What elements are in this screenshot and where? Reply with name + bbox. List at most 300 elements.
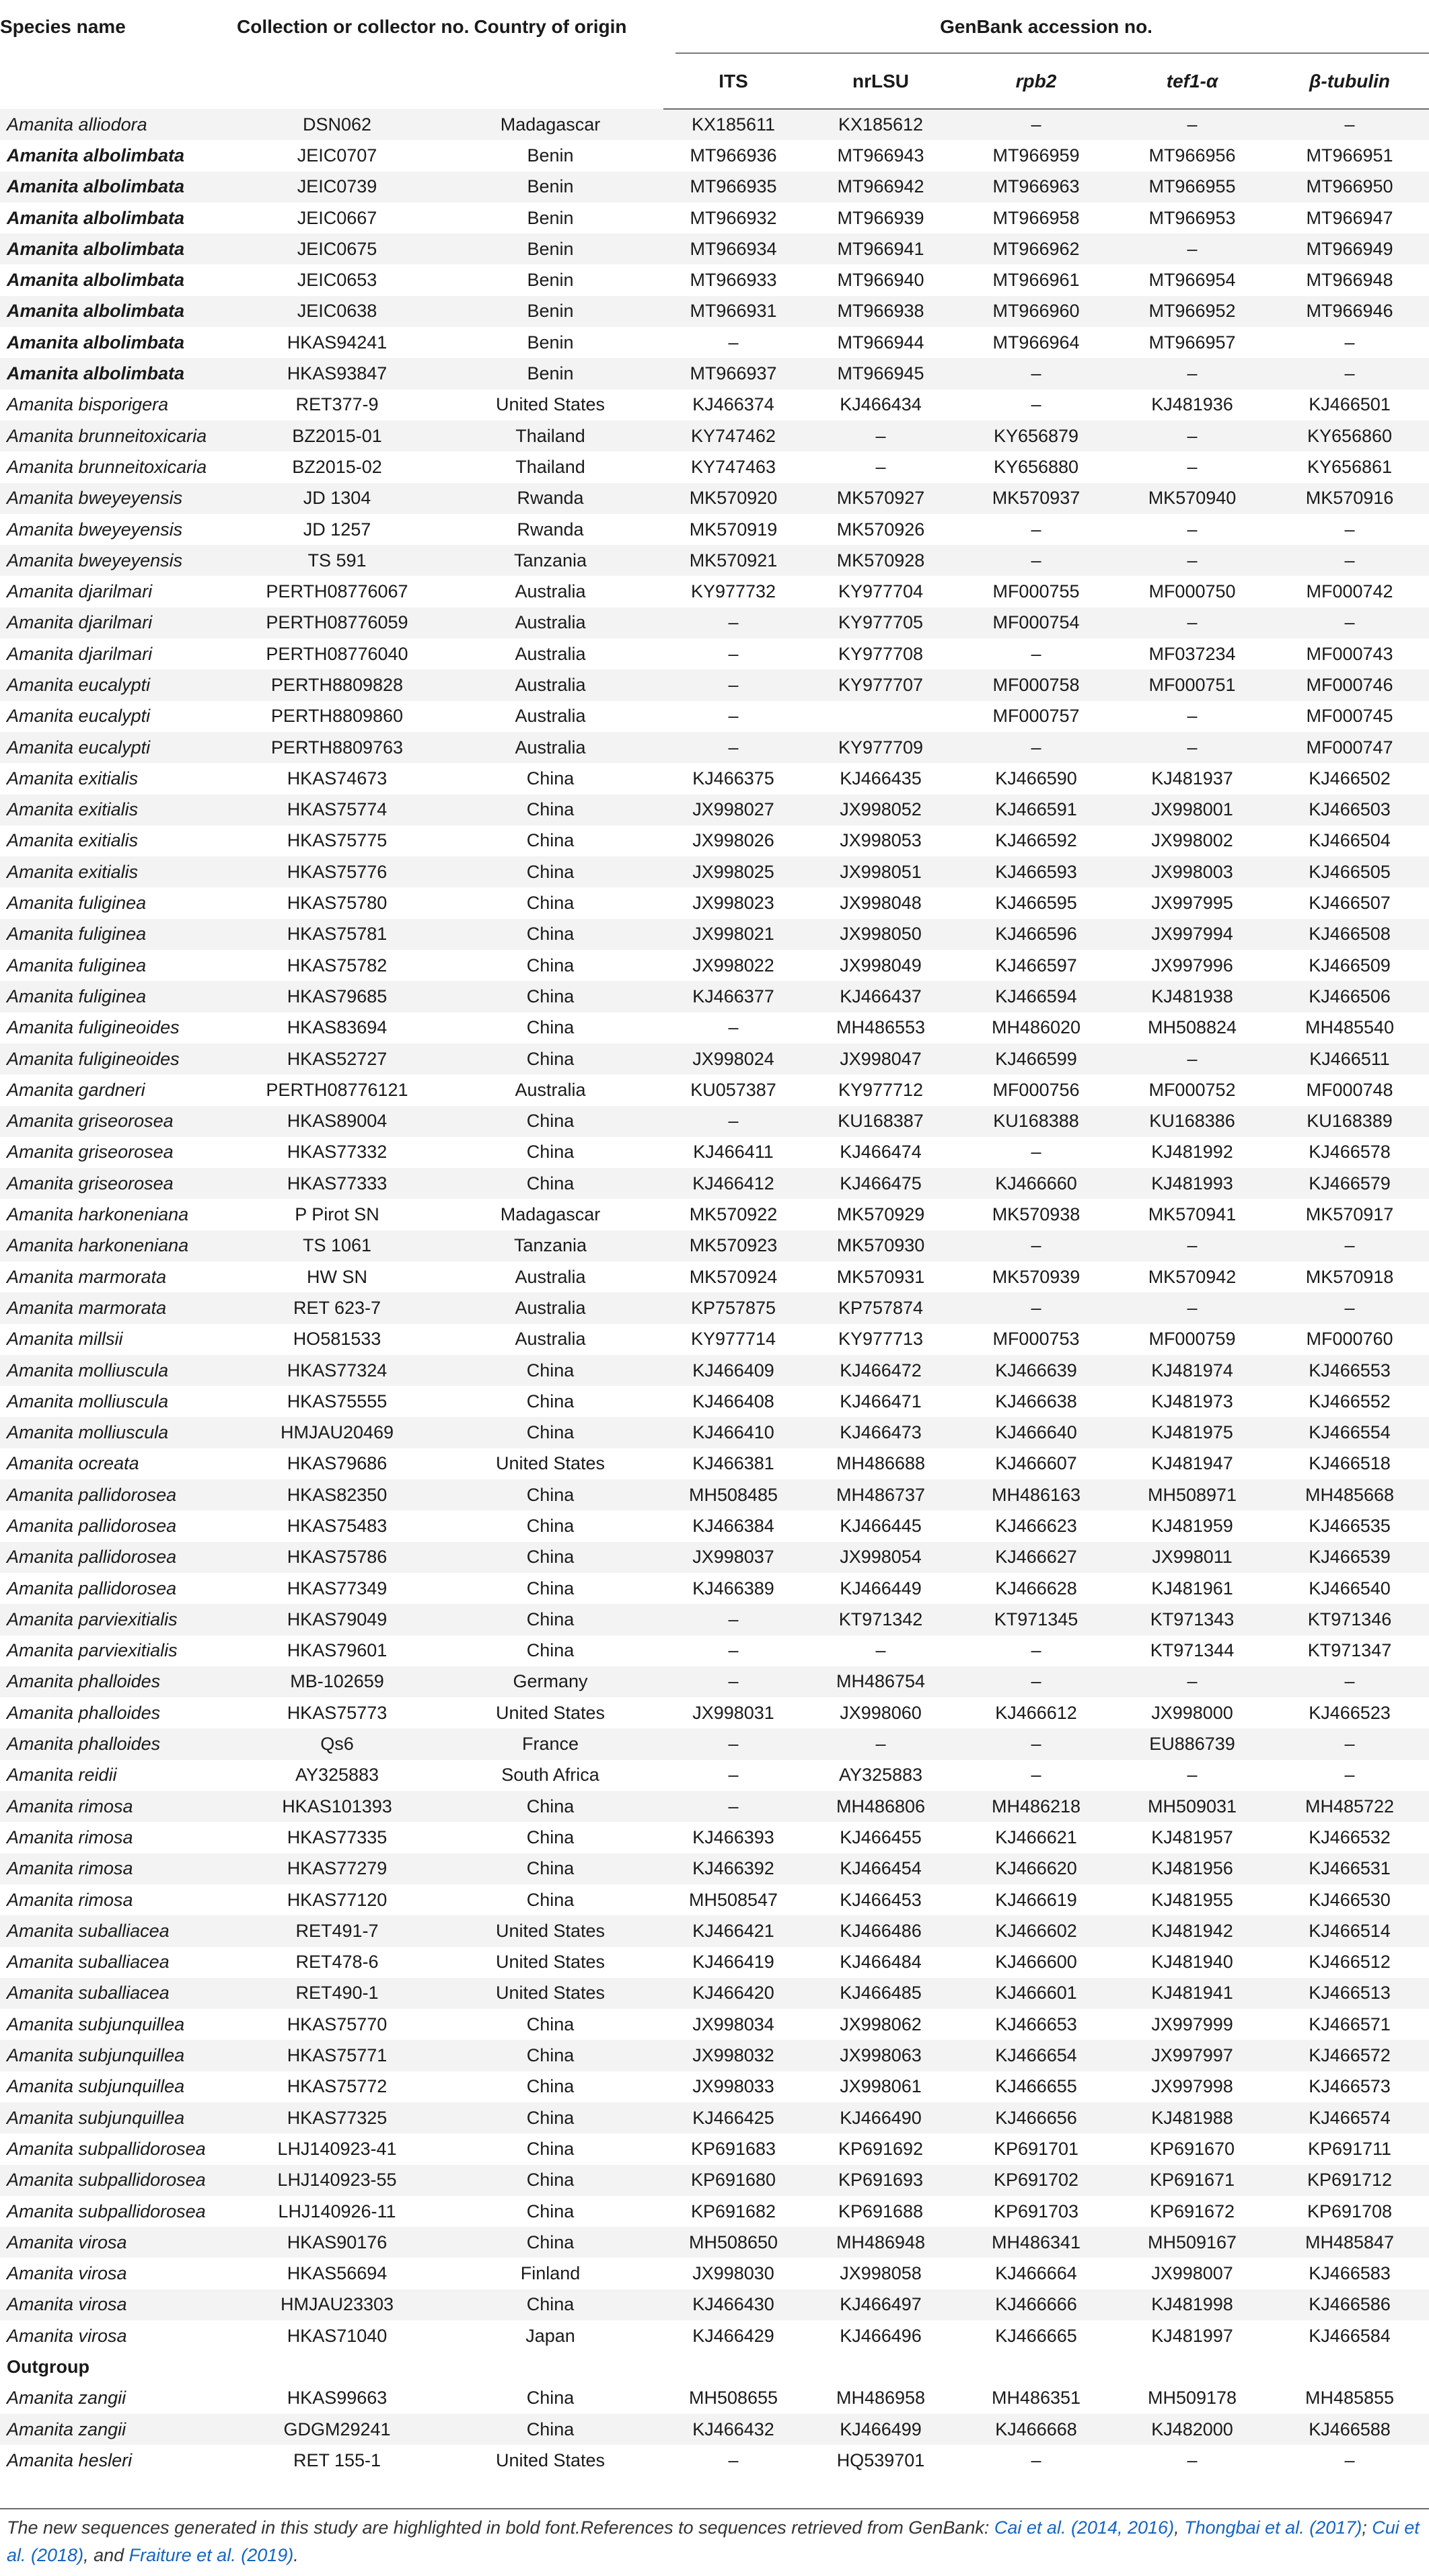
- cell-rpb2: KJ466600: [995, 1952, 1077, 1973]
- cell-its: KJ466432: [663, 2414, 803, 2445]
- cell-collection: HKAS77324: [237, 1355, 437, 1386]
- cell-its: KJ466420: [663, 1978, 803, 2009]
- cell-btub: KJ466552: [1309, 1391, 1391, 1411]
- cell-tef1: MH508971: [1114, 1479, 1270, 1510]
- species-name: Amanita virosa: [7, 2325, 127, 2346]
- cell-collection: TS 1061: [237, 1230, 437, 1261]
- cell-country: Australia: [515, 1079, 586, 1100]
- cell-collection: HKAS75776: [237, 856, 437, 887]
- cell-its: –: [663, 1791, 803, 1822]
- cell-rpb2: KJ466621: [995, 1827, 1077, 1847]
- header-species: Species name: [0, 16, 126, 37]
- species-name: Amanita alliodora: [0, 109, 237, 140]
- species-name: Amanita molliuscula: [7, 1391, 169, 1411]
- cell-its: KJ466411: [693, 1142, 774, 1163]
- cell-tef1: –: [1187, 706, 1198, 727]
- table-body: [0, 109, 1429, 2476]
- cell-its: MT966932: [690, 207, 777, 228]
- cell-btub: KJ466586: [1270, 2289, 1429, 2320]
- cell-its: JX998031: [692, 1702, 774, 1723]
- cell-collection: HKAS77120: [287, 1889, 388, 1910]
- cell-country: South Africa: [501, 1765, 599, 1786]
- cell-nrlsu: MK570929: [836, 1204, 925, 1225]
- cell-its: –: [663, 669, 803, 700]
- cell-rpb2: KJ466660: [958, 1168, 1114, 1199]
- cell-btub: MH485540: [1305, 1017, 1395, 1038]
- cell-btub: KJ466588: [1270, 2414, 1429, 2445]
- cell-country: Benin: [437, 172, 663, 203]
- species-name: Amanita phalloides: [0, 1728, 237, 1759]
- cell-rpb2: KJ466590: [995, 768, 1077, 788]
- cell-collection: HKAS77332: [287, 1142, 388, 1163]
- cell-rpb2: MH486020: [991, 1017, 1081, 1038]
- cell-country: China: [437, 1355, 663, 1386]
- cell-btub: –: [1270, 1666, 1429, 1697]
- cell-tef1: JX998001: [1114, 795, 1270, 825]
- cell-nrlsu: MH486737: [803, 1479, 958, 1510]
- cell-nrlsu: JX998049: [840, 955, 922, 976]
- species-name: Amanita harkoneniana: [0, 1230, 237, 1261]
- cell-rpb2: MH486351: [991, 2388, 1081, 2408]
- cell-nrlsu: JX998062: [840, 2014, 922, 2034]
- cell-its: KJ466409: [663, 1355, 803, 1386]
- table-row: [0, 1510, 1429, 1541]
- cell-tef1: KJ481955: [1151, 1889, 1233, 1910]
- cell-nrlsu: KU168387: [803, 1106, 958, 1137]
- cell-its: KJ466425: [663, 2102, 803, 2133]
- cell-collection: HKAS94241: [287, 332, 388, 353]
- cell-rpb2: MT966961: [992, 270, 1080, 291]
- cell-nrlsu: KY977708: [838, 643, 924, 664]
- species-name: Amanita albolimbata: [0, 358, 237, 389]
- species-name: Amanita subjunquillea: [0, 2040, 237, 2071]
- cell-tef1: JX998002: [1151, 830, 1233, 851]
- cell-its: JX998022: [692, 955, 774, 976]
- cell-country: United States: [495, 1952, 606, 1973]
- reference-separator: ;: [1362, 2517, 1372, 2538]
- cell-tef1: KJ481936: [1151, 394, 1233, 415]
- cell-collection: JEIC0667: [297, 207, 377, 228]
- cell-country: Australia: [437, 732, 663, 763]
- cell-btub: MT966946: [1270, 296, 1429, 327]
- cell-its: KJ466393: [692, 1827, 774, 1847]
- cell-btub: KJ466579: [1270, 1168, 1429, 1199]
- cell-collection: GDGM29241: [237, 2414, 437, 2445]
- species-name: Amanita exitialis: [0, 856, 237, 887]
- species-name: Amanita parviexitialis: [0, 1604, 237, 1635]
- cell-collection: HO581533: [293, 1329, 381, 1350]
- cell-nrlsu: KP757874: [803, 1292, 958, 1323]
- cell-nrlsu: [803, 701, 958, 732]
- cell-country: United States: [495, 1702, 606, 1723]
- cell-nrlsu: MT966944: [837, 332, 924, 353]
- cell-nrlsu: MT966943: [837, 145, 924, 165]
- cell-country: Benin: [437, 358, 663, 389]
- cell-rpb2: –: [958, 732, 1114, 763]
- cell-nrlsu: MT966941: [803, 233, 958, 264]
- cell-rpb2: KJ466591: [958, 795, 1114, 825]
- species-name: Amanita fuliginea: [7, 955, 147, 976]
- cell-tef1: MK570941: [1148, 1204, 1237, 1225]
- header-country: Country of origin: [474, 16, 627, 37]
- cell-tef1: KJ481942: [1114, 1915, 1270, 1946]
- cell-its: KP691680: [663, 2165, 803, 2196]
- cell-tef1: KJ481988: [1114, 2102, 1270, 2133]
- cell-btub: KJ466503: [1270, 795, 1429, 825]
- table-row: [0, 2320, 1429, 2351]
- cell-rpb2: –: [958, 1292, 1114, 1323]
- header-tef1: tef1-α: [1114, 54, 1270, 109]
- cell-nrlsu: MH486553: [836, 1017, 926, 1038]
- cell-tef1: –: [1187, 456, 1198, 477]
- cell-tef1: –: [1114, 420, 1270, 451]
- cell-tef1: KU168386: [1114, 1106, 1270, 1137]
- cell-collection: RET377-9: [295, 394, 379, 415]
- cell-collection: HMJAU23303: [237, 2289, 437, 2320]
- cell-nrlsu: KJ466445: [840, 1516, 922, 1536]
- cell-tef1: KJ481938: [1114, 981, 1270, 1012]
- cell-rpb2: –: [958, 1230, 1114, 1261]
- cell-collection: TS 591: [237, 545, 437, 576]
- cell-collection: HKAS75781: [237, 919, 437, 950]
- cell-btub: MK570918: [1305, 1266, 1394, 1287]
- cell-nrlsu: KJ466454: [803, 1853, 958, 1884]
- cell-btub: KJ466507: [1309, 893, 1391, 914]
- species-name: Amanita eucalypti: [0, 732, 237, 763]
- cell-country: France: [437, 1728, 663, 1759]
- cell-collection: HW SN: [307, 1266, 367, 1287]
- cell-rpb2: KY656879: [958, 420, 1114, 451]
- species-name: Amanita fuliginea: [7, 893, 147, 914]
- cell-btub: MH485855: [1305, 2388, 1395, 2408]
- cell-tef1: JX997997: [1114, 2040, 1270, 2071]
- cell-country: China: [437, 1417, 663, 1448]
- cell-its: KY747463: [690, 456, 776, 477]
- cell-btub: MF000760: [1306, 1329, 1393, 1350]
- cell-country: China: [437, 1479, 663, 1510]
- cell-tef1: KP691672: [1149, 2201, 1235, 2221]
- table-row: [0, 2040, 1429, 2071]
- species-name: Amanita virosa: [7, 2263, 127, 2284]
- cell-btub: MK570917: [1305, 1204, 1394, 1225]
- cell-its: –: [728, 1765, 739, 1786]
- cell-rpb2: KJ466665: [995, 2325, 1077, 2346]
- cell-its: JX998033: [692, 2076, 774, 2097]
- cell-tef1: KT971343: [1114, 1604, 1270, 1635]
- cell-country: Australia: [515, 1266, 586, 1287]
- cell-rpb2: MH486163: [958, 1479, 1114, 1510]
- cell-btub: MT966947: [1306, 207, 1393, 228]
- species-name: Amanita griseorosea: [7, 1142, 174, 1163]
- cell-nrlsu: KP691692: [838, 2138, 924, 2159]
- table-row: [0, 1106, 1429, 1137]
- cell-tef1: –: [1114, 1043, 1270, 1074]
- cell-rpb2: KT971345: [958, 1604, 1114, 1635]
- cell-nrlsu: KY977709: [803, 732, 958, 763]
- cell-btub: KJ466530: [1309, 1889, 1391, 1910]
- cell-rpb2: KJ466627: [958, 1542, 1114, 1573]
- species-name: Amanita albolimbata: [0, 296, 237, 327]
- table-row: [0, 2383, 1429, 2414]
- cell-nrlsu: MH486688: [836, 1453, 926, 1474]
- table-row: [0, 763, 1429, 794]
- cell-btub: KJ466539: [1270, 1542, 1429, 1573]
- cell-collection: HKAS77349: [287, 1578, 388, 1598]
- cell-btub: KJ466574: [1270, 2102, 1429, 2133]
- cell-country: China: [437, 1604, 663, 1635]
- species-name: Amanita subpallidorosea: [7, 2138, 206, 2159]
- cell-tef1: –: [1114, 1666, 1270, 1697]
- cell-country: China: [526, 1889, 575, 1910]
- table-row: [0, 887, 1429, 918]
- cell-its: MK570920: [663, 483, 803, 514]
- table-row: [0, 576, 1429, 607]
- table-row: [0, 1822, 1429, 1853]
- cell-tef1: –: [1187, 2450, 1198, 2470]
- species-name: Amanita suballiacea: [0, 1915, 237, 1946]
- cell-nrlsu: KJ466437: [803, 981, 958, 1012]
- cell-rpb2: KJ466593: [958, 856, 1114, 887]
- species-name: Amanita parviexitialis: [7, 1640, 178, 1661]
- table-row: [0, 1355, 1429, 1386]
- cell-its: KP691683: [690, 2138, 776, 2159]
- cell-btub: KJ466554: [1270, 1417, 1429, 1448]
- cell-country: Rwanda: [517, 519, 584, 540]
- cell-collection: HKAS77279: [237, 1853, 437, 1884]
- cell-nrlsu: JX998050: [803, 919, 958, 950]
- cell-country: China: [526, 893, 575, 914]
- cell-tef1: –: [1187, 1765, 1198, 1786]
- table-row: [0, 1417, 1429, 1448]
- table-row: [0, 2165, 1429, 2196]
- table-row: [0, 358, 1429, 389]
- section-label: Outgroup: [0, 2351, 1429, 2382]
- cell-collection: HMJAU20469: [237, 1417, 437, 1448]
- cell-collection: P Pirot SN: [295, 1204, 379, 1225]
- species-name: Amanita harkoneniana: [7, 1204, 189, 1225]
- cell-collection: JEIC0675: [237, 233, 437, 264]
- cell-country: Benin: [527, 332, 574, 353]
- cell-collection: PERTH08776067: [266, 581, 408, 602]
- cell-country: China: [437, 1791, 663, 1822]
- cell-btub: KT971347: [1307, 1640, 1392, 1661]
- cell-rpb2: MT966963: [958, 172, 1114, 203]
- cell-country: China: [437, 856, 663, 887]
- cell-tef1: KJ481956: [1114, 1853, 1270, 1884]
- cell-collection: HKAS79601: [287, 1640, 388, 1661]
- table-row: [0, 701, 1429, 732]
- cell-nrlsu: KJ466485: [803, 1978, 958, 2009]
- cell-its: MH508547: [688, 1889, 778, 1910]
- cell-collection: MB-102659: [237, 1666, 437, 1697]
- cell-btub: KP691708: [1307, 2201, 1393, 2221]
- cell-tef1: MH509031: [1114, 1791, 1270, 1822]
- cell-nrlsu: KY977713: [838, 1329, 924, 1350]
- reference-link[interactable]: Cai et al. (2014, 2016): [994, 2517, 1175, 2538]
- table-row: [0, 981, 1429, 1012]
- cell-nrlsu: MK570927: [803, 483, 958, 514]
- species-name: Amanita marmorata: [0, 1292, 237, 1323]
- table-row: [0, 856, 1429, 887]
- cell-country: Australia: [437, 669, 663, 700]
- cell-nrlsu: KJ466484: [840, 1952, 922, 1973]
- cell-nrlsu: MH486806: [803, 1791, 958, 1822]
- species-name: Amanita pallidorosea: [0, 1479, 237, 1510]
- cell-btub: –: [1270, 1230, 1429, 1261]
- cell-nrlsu: AY325883: [838, 1765, 923, 1786]
- cell-rpb2: KJ466592: [995, 830, 1077, 851]
- cell-tef1: MF000751: [1114, 669, 1270, 700]
- cell-tef1: JX997994: [1114, 919, 1270, 950]
- cell-tef1: MF000750: [1148, 581, 1236, 602]
- cell-rpb2: MH486341: [958, 2227, 1114, 2258]
- cell-rpb2: MF000757: [992, 706, 1080, 727]
- cell-nrlsu: JX998060: [840, 1702, 922, 1723]
- cell-btub: KJ466584: [1309, 2325, 1391, 2346]
- species-name: Amanita fuligineoides: [7, 1017, 180, 1038]
- cell-rpb2: KY656880: [993, 456, 1079, 477]
- table-row: [0, 1542, 1429, 1573]
- cell-rpb2: MF000756: [992, 1079, 1080, 1100]
- cell-country: China: [526, 2388, 575, 2408]
- cell-rpb2: MT966960: [958, 296, 1114, 327]
- cell-rpb2: KJ466654: [958, 2040, 1114, 2071]
- cell-btub: KJ466514: [1270, 1915, 1429, 1946]
- cell-country: China: [526, 955, 575, 976]
- table-row: [0, 2414, 1429, 2445]
- cell-country: China: [437, 919, 663, 950]
- cell-rpb2: KJ466620: [958, 1853, 1114, 1884]
- cell-rpb2: KP691702: [958, 2165, 1114, 2196]
- species-name: Amanita bweyeyensis: [0, 545, 237, 576]
- cell-btub: KJ466523: [1309, 1702, 1391, 1723]
- table-row: [0, 669, 1429, 700]
- cell-country: China: [526, 2014, 575, 2034]
- cell-nrlsu: KJ466471: [840, 1391, 922, 1411]
- table-row: [0, 451, 1429, 482]
- cell-nrlsu: MT966945: [803, 358, 958, 389]
- cell-collection: HKAS75771: [237, 2040, 437, 2071]
- table-row: [0, 1324, 1429, 1355]
- cell-nrlsu: KJ466496: [840, 2325, 922, 2346]
- table-row: [0, 203, 1429, 233]
- cell-collection: HKAS56694: [287, 2263, 388, 2284]
- table-row: [0, 1760, 1429, 1791]
- cell-rpb2: KJ466638: [995, 1391, 1077, 1411]
- cell-rpb2: MF000753: [992, 1329, 1080, 1350]
- cell-collection: RET478-6: [295, 1952, 379, 1973]
- cell-tef1: JX998007: [1151, 2263, 1233, 2284]
- cell-nrlsu: KX185612: [803, 109, 958, 140]
- cell-btub: KJ466501: [1309, 394, 1391, 415]
- cell-nrlsu: KP691688: [838, 2201, 924, 2221]
- cell-its: KP691682: [690, 2201, 776, 2221]
- species-name: Amanita reidii: [7, 1765, 117, 1786]
- table-row: [0, 1292, 1429, 1323]
- cell-collection: JEIC0638: [237, 296, 437, 327]
- cell-its: –: [663, 732, 803, 763]
- species-name: Amanita subjunquillea: [7, 2014, 185, 2034]
- cell-country: United States: [437, 1915, 663, 1946]
- cell-btub: MF000742: [1306, 581, 1393, 602]
- cell-btub: –: [1270, 545, 1429, 576]
- cell-tef1: KJ481974: [1114, 1355, 1270, 1386]
- cell-nrlsu: KJ466449: [840, 1578, 922, 1598]
- cell-tef1: –: [1114, 1292, 1270, 1323]
- cell-tef1: KJ481940: [1151, 1952, 1233, 1973]
- cell-its: KJ466375: [692, 768, 774, 788]
- cell-collection: Qs6: [237, 1728, 437, 1759]
- cell-btub: –: [1270, 358, 1429, 389]
- cell-rpb2: KJ466607: [995, 1453, 1077, 1474]
- cell-collection: PERTH08776059: [237, 608, 437, 638]
- species-name: Amanita phalloides: [0, 1666, 237, 1697]
- cell-nrlsu: MH486958: [836, 2388, 926, 2408]
- reference-link[interactable]: Thongbai et al. (2017): [1184, 2517, 1362, 2538]
- cell-nrlsu: –: [803, 1728, 958, 1759]
- reference-link[interactable]: Cui et al. (2018): [7, 2517, 1420, 2565]
- cell-btub: –: [1344, 1765, 1355, 1786]
- table-row: [0, 1947, 1429, 1978]
- cell-nrlsu: KP691693: [803, 2165, 958, 2196]
- cell-btub: MK570916: [1270, 483, 1429, 514]
- cell-its: MT966934: [663, 233, 803, 264]
- table-header: [0, 0, 1429, 109]
- table-row: [0, 2289, 1429, 2320]
- cell-tef1: KP691671: [1114, 2165, 1270, 2196]
- species-name: Amanita pallidorosea: [7, 1516, 177, 1536]
- cell-its: JX998027: [663, 795, 803, 825]
- cell-country: China: [526, 2201, 575, 2221]
- header-genbank-group: [663, 0, 1429, 54]
- cell-collection: JEIC0739: [237, 172, 437, 203]
- table-row: [0, 1479, 1429, 1510]
- cell-its: –: [663, 1106, 803, 1137]
- cell-btub: KU168389: [1270, 1106, 1429, 1137]
- species-name: Amanita rimosa: [0, 1853, 237, 1884]
- table-bottom-rule: [0, 2508, 1429, 2509]
- species-name: Amanita albolimbata: [7, 207, 185, 228]
- cell-collection: JEIC0653: [297, 270, 377, 291]
- cell-country: Thailand: [437, 420, 663, 451]
- cell-collection: HKAS75782: [287, 955, 388, 976]
- cell-tef1: –: [1114, 109, 1270, 140]
- cell-btub: –: [1270, 608, 1429, 638]
- cell-btub: MT966950: [1270, 172, 1429, 203]
- cell-btub: KJ466553: [1270, 1355, 1429, 1386]
- species-name: Amanita griseorosea: [0, 1168, 237, 1199]
- table-row: [0, 1573, 1429, 1604]
- cell-tef1: KJ481941: [1114, 1978, 1270, 2009]
- table-row: [0, 296, 1429, 327]
- cell-collection: HKAS101393: [237, 1791, 437, 1822]
- cell-collection: HKAS89004: [237, 1106, 437, 1137]
- table-row: [0, 2258, 1429, 2289]
- cell-collection: RET491-7: [237, 1915, 437, 1946]
- cell-tef1: KJ481961: [1151, 1578, 1233, 1598]
- cell-its: JX998021: [663, 919, 803, 950]
- table-row: [0, 109, 1429, 140]
- species-name: Amanita subpallidorosea: [7, 2201, 206, 2221]
- table-row: [0, 1230, 1429, 1261]
- cell-rpb2: MF000758: [958, 669, 1114, 700]
- reference-link[interactable]: Fraiture et al. (2019): [129, 2545, 294, 2565]
- cell-tef1: MF037234: [1148, 643, 1236, 664]
- species-name: Amanita phalloides: [7, 1702, 161, 1723]
- cell-btub: MT966948: [1306, 270, 1393, 291]
- cell-rpb2: MF000755: [992, 581, 1080, 602]
- cell-country: Madagascar: [500, 1204, 601, 1225]
